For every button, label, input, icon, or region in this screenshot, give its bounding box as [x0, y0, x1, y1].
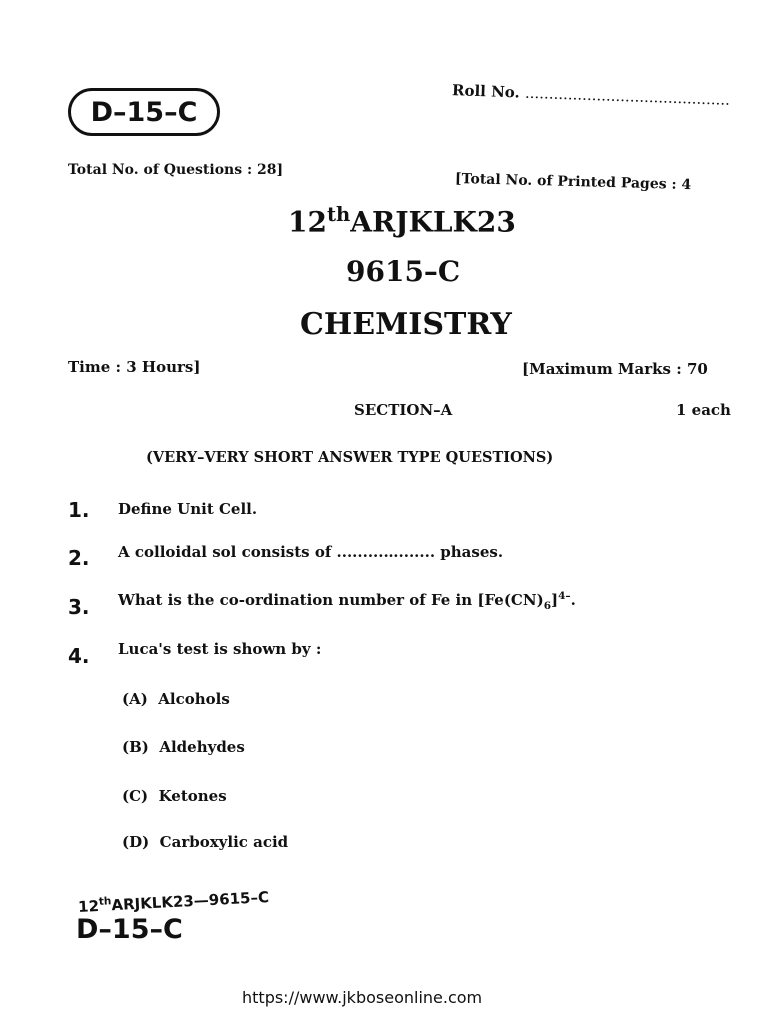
class-series-title: 12thARJKLK23: [288, 203, 516, 239]
question-text: A colloidal sol consists of .........…....... phases.: [118, 543, 504, 561]
question-number: 3.: [68, 595, 90, 619]
question-text: What is the co-ordination number of Fe in $[Fe(CN)_6]^{4-}$.: [118, 590, 576, 612]
total-pages: [Total No. of Printed Pages : 4: [454, 170, 692, 194]
option-label: (A): [122, 690, 148, 708]
source-url[interactable]: https://www.jkboseonline.com: [242, 988, 483, 1007]
option-label: (D): [122, 833, 150, 851]
option-text: Ketones: [158, 787, 227, 805]
question-number: 2.: [68, 546, 90, 570]
subject-title: CHEMISTRY: [300, 307, 512, 342]
option-item: [122, 833, 288, 851]
paper-number: 9615–C: [346, 255, 461, 288]
option-label: (C): [122, 787, 149, 805]
question-text: Define Unit Cell.: [118, 500, 258, 518]
option-item: [122, 787, 227, 805]
roll-label: Roll No.: [451, 81, 521, 102]
exam-time: Time : 3 Hours]: [68, 358, 201, 376]
section-marks: 1 each: [676, 401, 731, 419]
option-item: [122, 738, 245, 756]
question-text: Luca's test is shown by :: [118, 640, 322, 658]
question-number: 1.: [68, 498, 90, 522]
footer-paper-code: D–15–C: [76, 914, 183, 945]
section-name: SECTION–A: [354, 401, 453, 419]
total-questions: Total No. of Questions : 28]: [68, 162, 284, 178]
option-text: Carboxylic acid: [159, 833, 289, 851]
option-label: (B): [122, 738, 149, 756]
question-number: 4.: [68, 644, 90, 668]
footer-series-code: 12thARJKLK23—9615–C: [77, 888, 270, 916]
paper-code-badge: D–15–C: [68, 88, 220, 136]
section-subtitle: (VERY–VERY SHORT ANSWER TYPE QUESTIONS): [146, 449, 554, 466]
max-marks: [Maximum Marks : 70: [522, 360, 708, 378]
option-item: [122, 690, 230, 708]
option-text: Aldehydes: [159, 738, 245, 756]
option-text: Alcohols: [158, 690, 230, 708]
roll-blank: ...........................................: [524, 83, 731, 109]
roll-number-field: [452, 81, 730, 109]
